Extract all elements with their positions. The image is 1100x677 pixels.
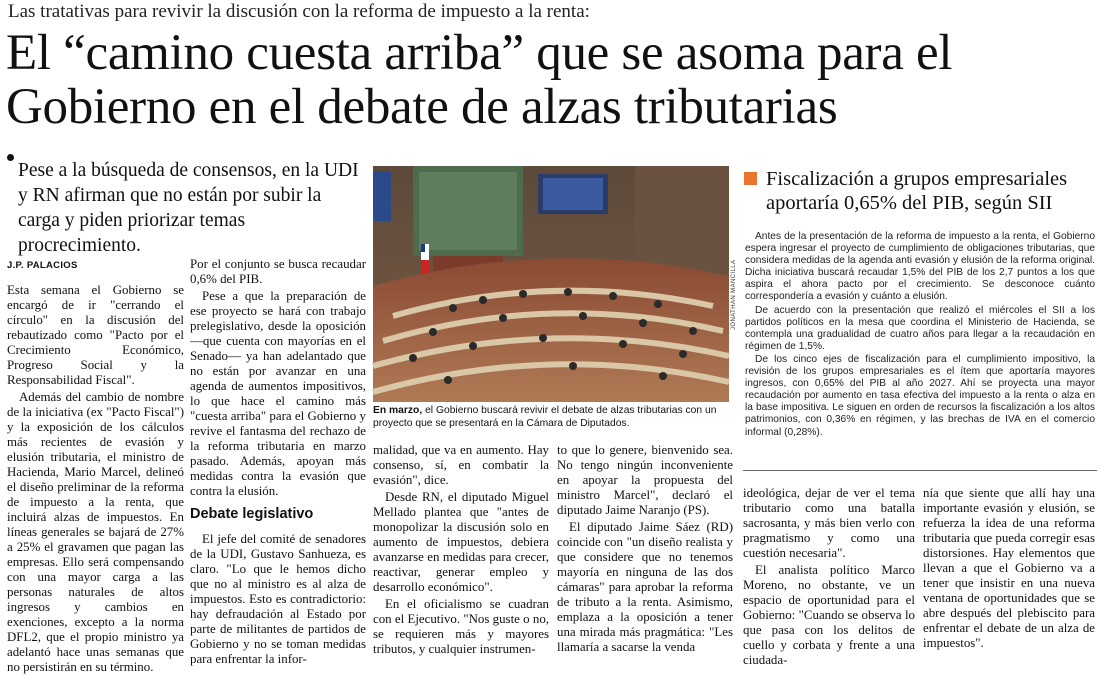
sidebar-paragraph: Antes de la presentación de la reforma de impuesto a la renta, el Gobierno espera ingresar el proyecto de cumplimiento de obligaciones tributarias, que considera medidas de la agenda anti evasión y elusión de la reforma original. Dicha iniciativa buscará recaudar 1,5% del PIB de los 2,7 puntos a los que aspira el ahora pacto por el crecimiento. Se desconoce cuánto correspondería a evasión y cuánto a elusión. <box>745 231 1095 303</box>
article-column-6 <box>923 486 1095 653</box>
paragraph: Además del cambio de nombre de la iniciativa (ex "Pacto Fiscal") y la exposición de los cálculos más recientes de evasión y elusión tributaria, el ministro de Hacienda, Mario Marcel, delineó el diseño preliminar de la reforma de impuesto a la renta, que incluirá alzas de impuestos. En líneas generales se bajará de 27% a 25% el gravamen que pagan las empresas. Ello será compensando con una mayor carga a las personas naturales de altos ingresos y cambios en exenciones, excepto a la norma DFL2, que el propio ministro ya adelantó hace unas semanas que no persistirán en su término. <box>7 390 184 674</box>
paragraph: Esta semana el Gobierno se encargó de ir "cerrando el círculo" en la discusión del rebautizado como "Pacto por el Crecimiento Económico, Progreso Social y la Responsabilidad Fiscal". <box>7 283 184 387</box>
article-headline: El “camino cuesta arriba” que se asoma para el Gobierno en el debate de alzas tributarias <box>6 25 953 135</box>
paragraph: to que lo genere, bienvenido sea. No tengo ningún inconveniente en apoyar la propuesta del ministro Marcel", declaró el diputado Jaime Naranjo (PS). <box>557 443 733 517</box>
sidebar-paragraph: De acuerdo con la presentación que realizó el miércoles el SII a los partidos políticos en la mesa que coordina el Ministerio de Hacienda, se contempla una gradualidad de cuatro años para llegar a la recaudación en régimen de 1,5%. <box>745 304 1095 352</box>
paragraph: El diputado Jaime Sáez (RD) coincide con "un diseño realista y que considere que no tenemos mayoría en ninguna de las dos cámaras" para aprobar la reforma de tributo a la renta. Asimismo, emplaza a la oposición a tener una mirada más pragmática: "Les llamaría a sacarse la venda <box>557 520 733 654</box>
caption-text: el Gobierno buscará revivir el debate de alzas tributarias con un proyecto que se presentará en la Cámara de Diputados. <box>373 405 717 429</box>
article-byline: J.P. PALACIOS <box>7 260 78 271</box>
article-column-5 <box>743 486 915 670</box>
photo-caption <box>373 404 733 430</box>
article-kicker: Las tratativas para revivir la discusión con la reforma de impuesto a la renta: <box>8 1 590 22</box>
chamber-photo <box>373 166 729 402</box>
paragraph: Por el conjunto se busca recaudar 0,6% del PIB. <box>190 257 366 286</box>
sidebar-body <box>745 231 1095 440</box>
paragraph: Pese a que la preparación de ese proyecto se hará con trabajo prelegislativo, desde la oposición —que cuenta con mayorías en el Senado— ya han adelantado que no están por avanzar en una agenda de aumentos impositivos, lo que hace el camino más "cuesta arriba" para el Gobierno y revive el fantasma del rechazo de la reforma tributaria en marzo pasado. Además, apoyan más medidas contra la evasión que contra la elusión. <box>190 289 366 498</box>
photo-credit: JONATHAN MANCILLA <box>731 259 737 330</box>
article-column-2-top <box>190 257 366 669</box>
sidebar-divider <box>743 470 1097 471</box>
paragraph: En el oficialismo se cuadran con el Ejecutivo. "Nos guste o no, se requieren más y mayores tributos, y cualquier instrumen- <box>373 597 549 656</box>
chamber-photo-image <box>373 166 729 402</box>
article-column-1 <box>7 283 184 677</box>
paragraph: Desde RN, el diputado Miguel Mellado plantea que "antes de monopolizar la discusión solo en aumento de impuestos, debiera avanzarse en medidas para crecer, reactivar, generar empleo y desarrollo económico". <box>373 490 549 594</box>
article-deck: Pese a la búsqueda de consensos, en la UDI y RN afirman que no están por subir la carga y piden priorizar temas procrecimiento. <box>18 160 359 256</box>
paragraph: malidad, que va en aumento. Hay consenso, sí, en combatir la evasión", dice. <box>373 443 549 487</box>
paragraph: ideológica, dejar de ver el tema tributario como una batalla sacrosanta, y más bien verlo con pragmatismo y como una cuestión necesaria". <box>743 486 915 560</box>
paragraph: El jefe del comité de senadores de la UDI, Gustavo Sanhueza, es claro. "Lo que le hemos dicho que no al ministro es al alza de impuestos. Esto es contradictorio: hay defraudación al Estado por parte de militantes de partidos de Gobierno y no se toman medidas para enfrentar la infor- <box>190 532 366 666</box>
subhead-debate-legislativo: Debate legislativo <box>190 506 314 522</box>
article-column-3 <box>373 443 549 659</box>
deck-bullet-icon <box>7 154 14 161</box>
sidebar-paragraph: De los cinco ejes de fiscalización para el cumplimiento impositivo, la revisión de los grupos empresariales es el ítem que aportaría mayores ingresos, con 0,65% del PIB al año 2027. Ahí se proyecta una mayor recaudación por aumento en tasa efectiva del impuesto a la renta o alza en la base impositiva. Le siguen en orden de recursos la fiscalización a los altos patrimonios, con 0,36% en régimen, y las brechas de IVA en el comercio informal (0,28%). <box>745 353 1095 438</box>
article-column-4 <box>557 443 733 657</box>
paragraph: El analista político Marco Moreno, no obstante, ve un espacio de oportunidad para el Gobierno: "Cuando se observa lo que pasa con los delitos de cuello y corbata y frente a una ciudada- <box>743 563 915 667</box>
sidebar-square-icon <box>744 172 757 185</box>
sidebar-title: Fiscalización a grupos empresariales aportaría 0,65% del PIB, según SII <box>766 168 1068 214</box>
paragraph: nía que siente que allí hay una importante evasión y elusión, se refuerza la idea de una reforma tributaria que pueda corregir esas distorsiones. Hay elementos que llevan a que el Gobierno va a tener que insistir en una nueva ventana de oportunidades que se abre después del plebiscito para enfrentar el debate de un alza de impuestos". <box>923 486 1095 650</box>
caption-lead: En marzo, <box>373 405 423 416</box>
